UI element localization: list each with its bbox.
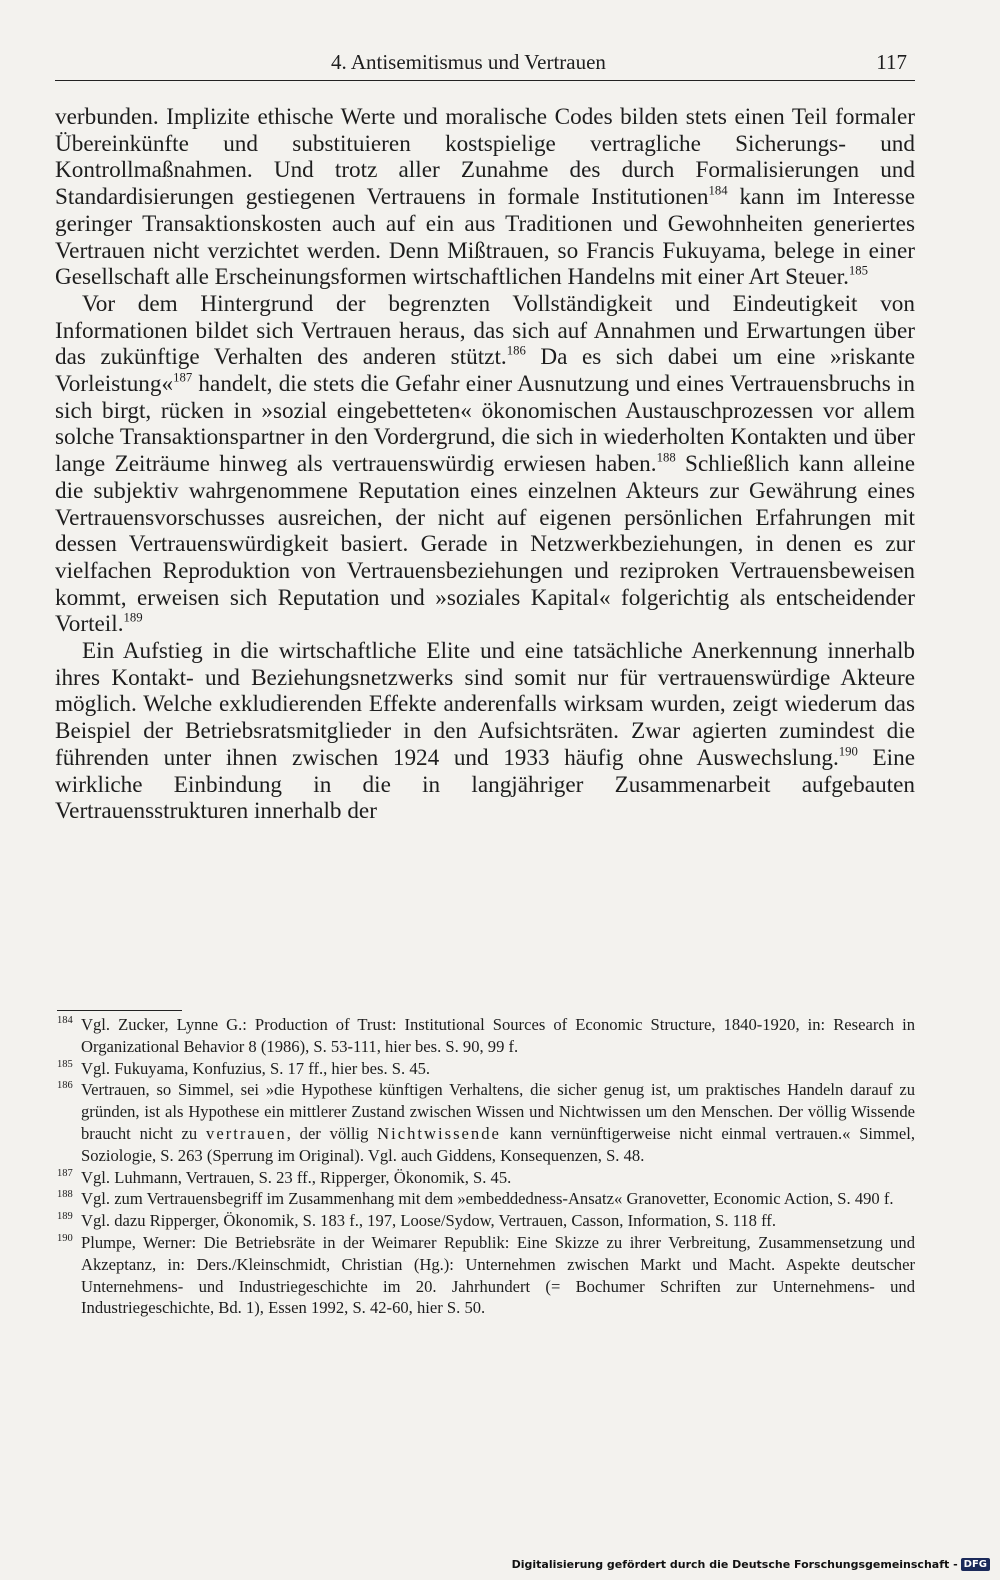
- spaced-emphasis: Nichtwissende: [377, 1123, 501, 1143]
- footnote: [57, 1167, 915, 1189]
- text-run: Vgl. Luhmann, Vertrauen, S. 23 ff., Ripperger, Ökonomik, S. 45.: [81, 1167, 512, 1187]
- footnote: [57, 1014, 915, 1058]
- footnote-number: 188: [57, 1189, 73, 1201]
- footnote-ref: 188: [656, 450, 676, 465]
- text-run: Vgl. zum Vertrauensbegriff im Zusammenhang mit dem »embeddedness-Ansatz« Granovetter, Economic Action, S. 490 f.: [81, 1189, 894, 1209]
- dfg-logo: DFG: [961, 1558, 990, 1571]
- footnote-number: 185: [57, 1058, 73, 1070]
- footnote: [57, 1058, 915, 1080]
- footnote-number: 190: [57, 1232, 73, 1244]
- text-run: Vor dem Hintergrund der begrenzten Vollständigkeit und Eindeutigkeit von Informationen bildet sich Vertrauen heraus, das sich auf Annahmen und Erwartungen über das zukünftige Verhalten des anderen stützt.: [55, 290, 915, 371]
- text-run: verbunden. Implizite ethische Werte und moralische Codes bilden stets einen Teil formaler Übereinkünfte und substituieren kostspielige vertragliche Sicherungs- und Kontrollmaßnahmen. Und trotz aller Zunahme des durch Formalisierungen und Standardisierungen gestiegenen Vertrauens in formale Institutionen: [55, 104, 915, 211]
- footnote-ref: 190: [838, 744, 858, 759]
- digitization-credit: [512, 1555, 990, 1573]
- text-run: Schließlich kann alleine die subjektiv wahrgenommene Reputation eines einzelnen Akteurs zur Gewährung eines Vertrauensvorschusses ausreichen, der nicht auf eigenen persönlichen Erfahrungen mit dessen Vertrauenswürdigkeit basiert. Gerade in Netzwerkbeziehungen, in denen es zur vielfachen Reproduktion von Vertrauensbeziehungen und reziproken Vertrauensbeweisen kommt, erweisen sich Reputation und »soziales Kapital« folgerichtig als entscheidender Vorteil.: [55, 451, 915, 638]
- footnote: [57, 1188, 915, 1210]
- text-run: Vgl. dazu Ripperger, Ökonomik, S. 183 f., 197, Loose/Sydow, Vertrauen, Casson, Information, S. 118 ff.: [81, 1211, 776, 1231]
- footnotes: [57, 1014, 915, 1319]
- spaced-emphasis: vertrauen: [206, 1123, 287, 1143]
- text-run: Vertrauen, so Simmel, sei »die Hypothese künftigen Verhaltens, die sicher genug ist, um praktisches Handeln darauf zu gründen, ist als Hypothese ein mittlerer Zustand zwischen Wissen und Nichtwissen um den Menschen. Der völlig Wissende braucht nicht zu: [81, 1080, 915, 1143]
- footnote: [57, 1079, 915, 1166]
- text-run: Eine wirkliche Einbindung in die in langjähriger Zusammenarbeit aufgebauten Vertrauensstrukturen innerhalb der: [55, 744, 915, 825]
- text-run: , der völlig: [286, 1123, 378, 1143]
- running-title: 4. Antisemitismus und Vertrauen: [331, 50, 606, 74]
- footnote-rule: [57, 1010, 182, 1011]
- footnote-ref: 184: [708, 183, 728, 198]
- footnote-ref: 187: [173, 370, 193, 385]
- text-run: Plumpe, Werner: Die Betriebsräte in der Weimarer Republik: Eine Skizze zu ihrer Verbreitung, Zusammensetzung und Akzeptanz, in: Ders./Kleinschmidt, Christian (Hg.): Unternehmen zwischen Markt und Macht. Aspekte deutscher Unternehmens- und Industriegeschichte im 20. Jahrhundert (= Bochumer Schriften zur Unternehmens- und Industriegeschichte, Bd. 1), Essen 1992, S. 42-60, hier S. 50.: [81, 1232, 915, 1318]
- credit-text: Digitalisierung gefördert durch die Deutsche Forschungsgemeinschaft -: [511, 1557, 958, 1571]
- running-header: [55, 46, 915, 81]
- footnote-number: 187: [57, 1167, 73, 1179]
- text-run: kann im Interesse geringer Transaktionskosten auch auf ein aus Traditionen und Gewohnheiten generiertes Vertrauen nicht verzichtet werden. Denn Mißtrauen, so Francis Fukuyama, belege in einer Gesellschaft alle Erscheinungsformen wirtschaftlichen Handelns mit einer Art Steuer.: [55, 184, 915, 291]
- text-run: Da es sich dabei um eine »riskante Vorleistung«: [55, 344, 915, 398]
- page-number: 117: [876, 50, 907, 74]
- text-run: Vgl. Fukuyama, Konfuzius, S. 17 ff., hier bes. S. 45.: [81, 1058, 431, 1078]
- footnote-ref: 185: [848, 263, 869, 278]
- text-run: kann vernünftigerweise nicht einmal vertrauen.« Simmel, Soziologie, S. 263 (Sperrung im Original). Vgl. auch Giddens, Konsequenzen, S. 48.: [81, 1123, 915, 1165]
- main-text: [55, 104, 915, 825]
- footnote-ref: 189: [123, 610, 143, 625]
- footnote-number: 189: [57, 1211, 73, 1223]
- footnote: [57, 1232, 915, 1319]
- footnote-number: 186: [57, 1080, 73, 1092]
- paragraph: [55, 291, 915, 638]
- footnote: [57, 1210, 915, 1232]
- text-run: handelt, die stets die Gefahr einer Ausnutzung und eines Vertrauensbruchs in sich birgt, rücken in »sozial eingebetteten« ökonomischen Austauschprozessen vor allem solche Transaktionspartner in den Vordergrund, die sich in wiederholten Kontakten und über lange Zeiträume hinweg als vertrauenswürdig erwiesen haben.: [55, 371, 915, 478]
- footnote-ref: 186: [506, 343, 526, 358]
- paragraph: [55, 638, 915, 825]
- text-run: Vgl. Zucker, Lynne G.: Production of Trust: Institutional Sources of Economic Structure, 1840-1920, in: Research in Organizational Behavior 8 (1986), S. 53-111, hier bes. S. 90, 99 f.: [81, 1015, 915, 1056]
- text-run: Ein Aufstieg in die wirtschaftliche Elite und eine tatsächliche Anerkennung innerhalb ihres Kontakt- und Beziehungsnetzwerks sind somit nur für vertrauenswürdige Akteure möglich. Welche exkludierenden Effekte anderenfalls wirksam wurden, zeigt wiederum das Beispiel der Betriebsratsmitglieder in den Aufsichtsräten. Zwar agierten zumindest die führenden unter ihnen zwischen 1924 und 1933 häufig ohne Auswechslung.: [55, 638, 915, 771]
- footnote-number: 184: [57, 1015, 73, 1026]
- paragraph: [55, 104, 915, 291]
